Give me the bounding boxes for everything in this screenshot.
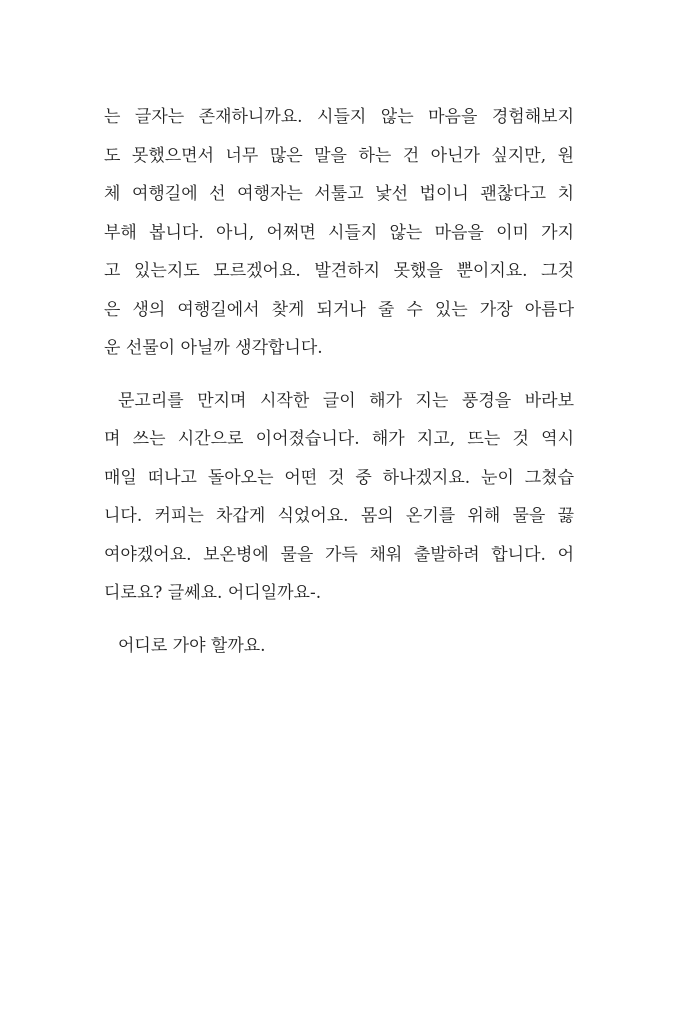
text-line: 니다. 커피는 차갑게 식었어요. 몸의 온기를 위해 물을 끓 — [104, 506, 574, 526]
paragraph-spacer — [104, 368, 574, 382]
text-line: 은 생의 여행길에서 찾게 되거나 줄 수 있는 가장 아름다 — [104, 299, 574, 320]
text-line: 디로요? 글쎄요. 어디일까요-. — [104, 583, 322, 603]
paragraph-spacer — [104, 613, 574, 627]
text-line: 여야겠어요. 보온병에 물을 가득 채워 출발하려 합니다. 어 — [104, 544, 574, 565]
text-line: 어디로 가야 할까요. — [118, 635, 266, 656]
text-line: 는 글자는 존재하니까요. 시들지 않는 마음을 경험해보지 — [104, 107, 574, 127]
text-line: 운 선물이 아닐까 생각합니다. — [104, 338, 323, 358]
text-line: 매일 떠나고 돌아오는 어떤 것 중 하나겠지요. 눈이 그쳤습 — [104, 467, 574, 488]
body-text — [104, 98, 574, 665]
paragraph — [104, 382, 574, 613]
text-line: 도 못했으면서 너무 많은 말을 하는 건 아닌가 싶지만, 원 — [104, 145, 574, 166]
text-line: 문고리를 만지며 시작한 글이 해가 지는 풍경을 바라보 — [118, 390, 574, 411]
text-line: 고 있는지도 모르겠어요. 발견하지 못했을 뿐이지요. 그것 — [104, 261, 574, 281]
text-line: 체 여행길에 선 여행자는 서툴고 낯선 법이니 괜찮다고 치 — [104, 184, 574, 204]
text-line: 부해 봅니다. 아니, 어쩌면 시들지 않는 마음을 이미 가지 — [104, 222, 574, 243]
paragraph — [104, 98, 574, 368]
text-line: 며 쓰는 시간으로 이어졌습니다. 해가 지고, 뜨는 것 역시 — [104, 429, 574, 449]
paragraph — [104, 627, 574, 666]
